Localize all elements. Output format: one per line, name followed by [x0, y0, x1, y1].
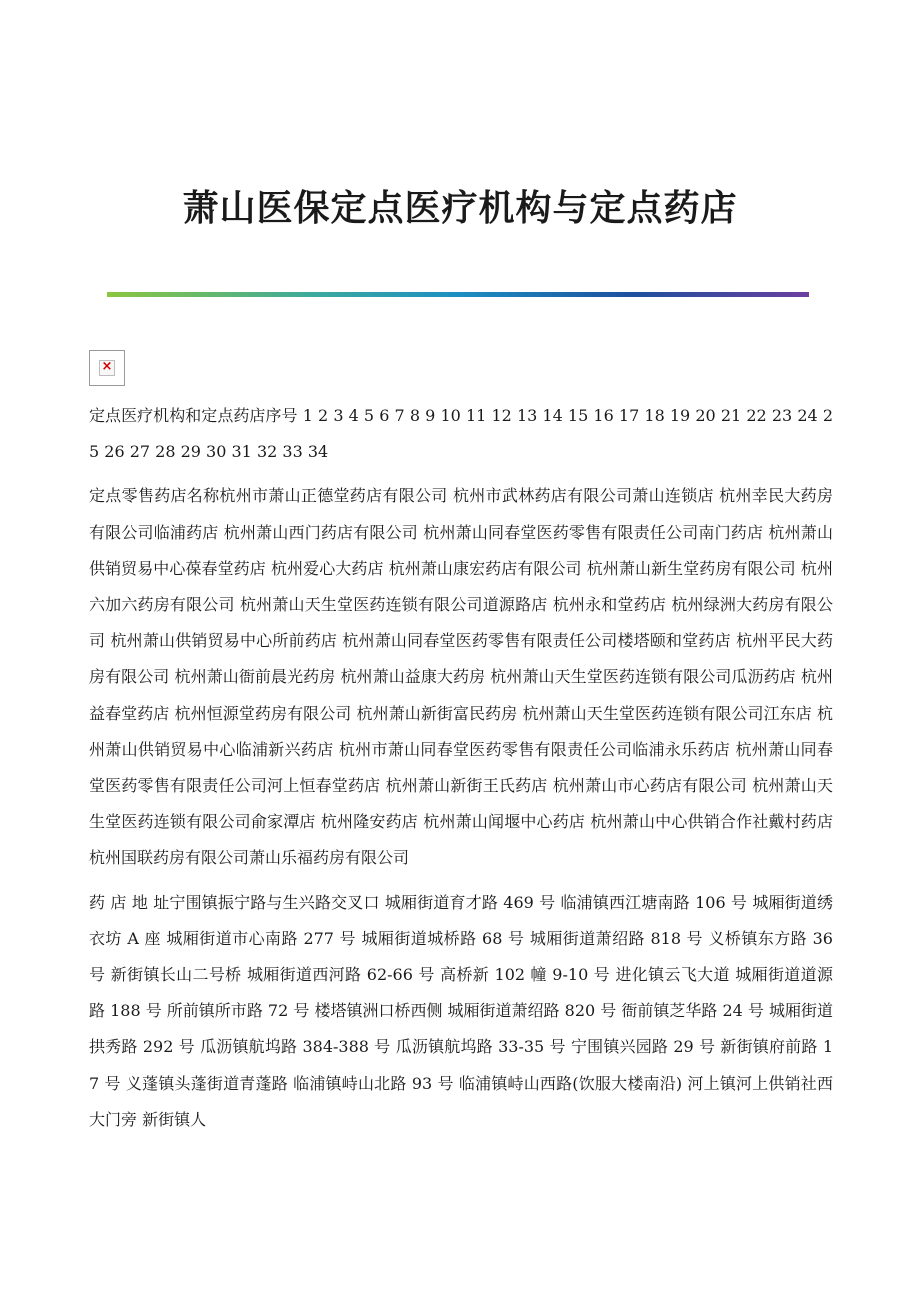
title-divider	[107, 292, 809, 297]
image-frame	[99, 360, 115, 376]
close-icon: ×	[101, 359, 113, 374]
paragraph-index: 定点医疗机构和定点药店序号 1 2 3 4 5 6 7 8 9 10 11 12 13 14 15 16 17 18 19 20 21 22 23 24 25 26 27 28 29 30 31 32 33 34	[89, 406, 833, 462]
document-body	[89, 398, 833, 1146]
broken-image-icon	[89, 350, 125, 386]
page-title: 萧山医保定点医疗机构与定点药店	[182, 187, 738, 229]
paragraph-pharmacy-addresses: 药 店 地 址宁围镇振宁路与生兴路交叉口 城厢街道育才路 469 号 临浦镇西江塘南路 106 号 城厢街道绣衣坊 A 座 城厢街道市心南路 277 号 城厢街道城桥路 68 号 城厢街道萧绍路 818 号 义桥镇东方路 36 号 新街镇长山二号桥 城厢街道西河路 62-66 号 高桥新 102 幢 9-10 号 进化镇云飞大道 城厢街道道源路 188 号 所前镇所市路 72 号 楼塔镇洲口桥西侧 城厢街道萧绍路 820 号 衙前镇芝华路 24 号 城厢街道拱秀路 292 号 瓜沥镇航坞路 384-388 号 瓜沥镇航坞路 33-35 号 宁围镇兴园路 29 号 新街镇府前路 17 号 义蓬镇头蓬街道青蓬路 临浦镇峙山北路 93 号 临浦镇峙山西路(饮服大楼南沿) 河上镇河上供销社西大门旁 新街镇人	[89, 892, 833, 1129]
paragraph-pharmacy-names: 定点零售药店名称杭州市萧山正德堂药店有限公司 杭州市武林药店有限公司萧山连锁店 杭州幸民大药房有限公司临浦药店 杭州萧山西门药店有限公司 杭州萧山同春堂医药零售有限责任公司南门药店 杭州萧山供销贸易中心葆春堂药店 杭州爱心大药店 杭州萧山康宏药店有限公司 杭州萧山新生堂药房有限公司 杭州六加六药房有限公司 杭州萧山天生堂医药连锁有限公司道源路店 杭州永和堂药店 杭州绿洲大药房有限公司 杭州萧山供销贸易中心所前药店 杭州萧山同春堂医药零售有限责任公司楼塔颐和堂药店 杭州平民大药房有限公司 杭州萧山衙前晨光药房 杭州萧山益康大药房 杭州萧山天生堂医药连锁有限公司瓜沥药店 杭州益春堂药店 杭州恒源堂药房有限公司 杭州萧山新街富民药房 杭州萧山天生堂医药连锁有限公司江东店 杭州萧山供销贸易中心临浦新兴药店 杭州市萧山同春堂医药零售有限责任公司临浦永乐药店 杭州萧山同春堂医药零售有限责任公司河上恒春堂药店 杭州萧山新街王氏药店 杭州萧山市心药店有限公司 杭州萧山天生堂医药连锁有限公司俞家潭店 杭州隆安药店 杭州萧山闻堰中心药店 杭州萧山中心供销合作社戴村药店 杭州国联药房有限公司萧山乐福药房有限公司	[89, 486, 833, 868]
